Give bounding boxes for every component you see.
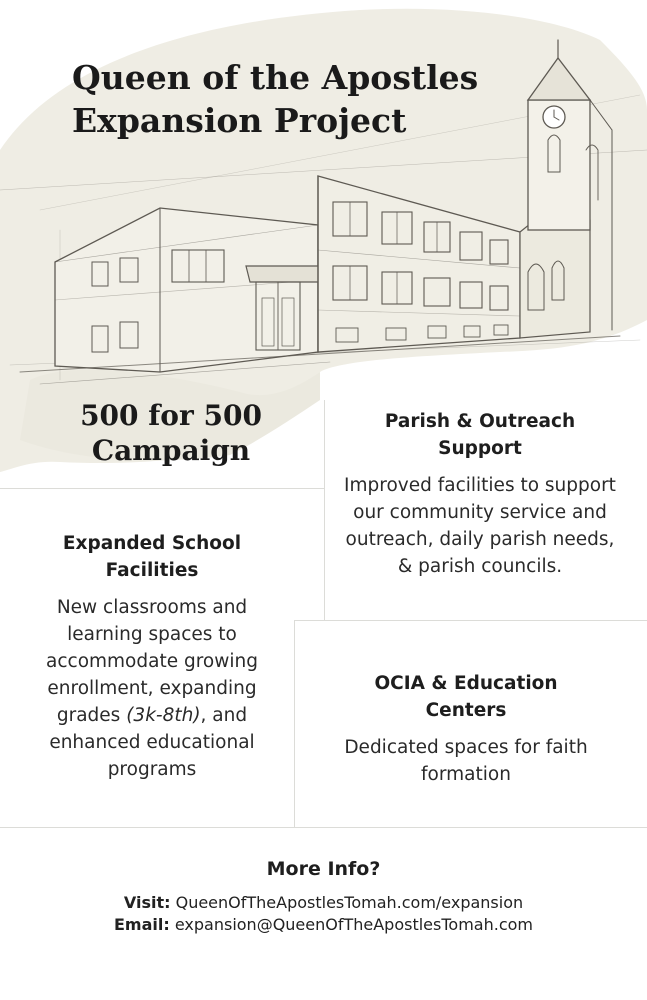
- divider-lower-vertical: [294, 620, 295, 827]
- campaign-line-1: 500 for 500: [80, 399, 262, 432]
- divider-footer-top: [0, 827, 647, 828]
- divider-center-vertical: [324, 400, 325, 620]
- section-body: Dedicated spaces for faith formation: [344, 737, 588, 785]
- campaign-heading: [40, 398, 302, 468]
- divider-right-middle: [294, 620, 647, 621]
- footer-heading: More Info?: [266, 858, 381, 880]
- section-title: [26, 530, 278, 584]
- email-row: [0, 914, 647, 936]
- section-title: [338, 408, 622, 462]
- section-body: Improved facilities to support our community service and outreach, daily parish needs, & parish councils.: [344, 475, 616, 577]
- section-parish-outreach: [338, 408, 622, 580]
- section-title-line-2: Support: [438, 438, 522, 459]
- visit-link[interactable]: QueenOfTheApostlesTomah.com/expansion: [175, 893, 524, 912]
- section-body: [26, 594, 278, 783]
- email-link[interactable]: expansion@QueenOfTheApostlesTomah.com: [174, 915, 533, 934]
- section-title-line-1: Parish & Outreach: [384, 411, 576, 432]
- section-title-line-2: Facilities: [105, 560, 199, 581]
- page-title: [72, 56, 478, 142]
- title-line-1: Queen of the Apostles: [72, 58, 479, 97]
- divider-campaign-bottom: [0, 488, 324, 489]
- section-title-line-1: OCIA & Education: [374, 673, 558, 694]
- section-body-text-end: , and enhanced educational programs: [49, 705, 255, 780]
- grade-range: (3k-8th): [126, 705, 201, 726]
- section-ocia-education: [326, 670, 606, 788]
- title-line-2: Expansion Project: [72, 101, 407, 140]
- section-school-facilities: [26, 530, 278, 783]
- visit-label: Visit:: [123, 893, 171, 912]
- section-body-text: New classrooms and learning spaces to accommodate growing enrollment, expanding grades: [46, 597, 258, 726]
- section-title: [326, 670, 606, 724]
- section-title-line-1: Expanded School: [62, 533, 242, 554]
- visit-row: [0, 892, 647, 914]
- section-title-line-2: Centers: [425, 700, 507, 721]
- email-label: Email:: [113, 915, 170, 934]
- campaign-line-2: Campaign: [91, 434, 251, 467]
- footer-contact: [0, 856, 647, 936]
